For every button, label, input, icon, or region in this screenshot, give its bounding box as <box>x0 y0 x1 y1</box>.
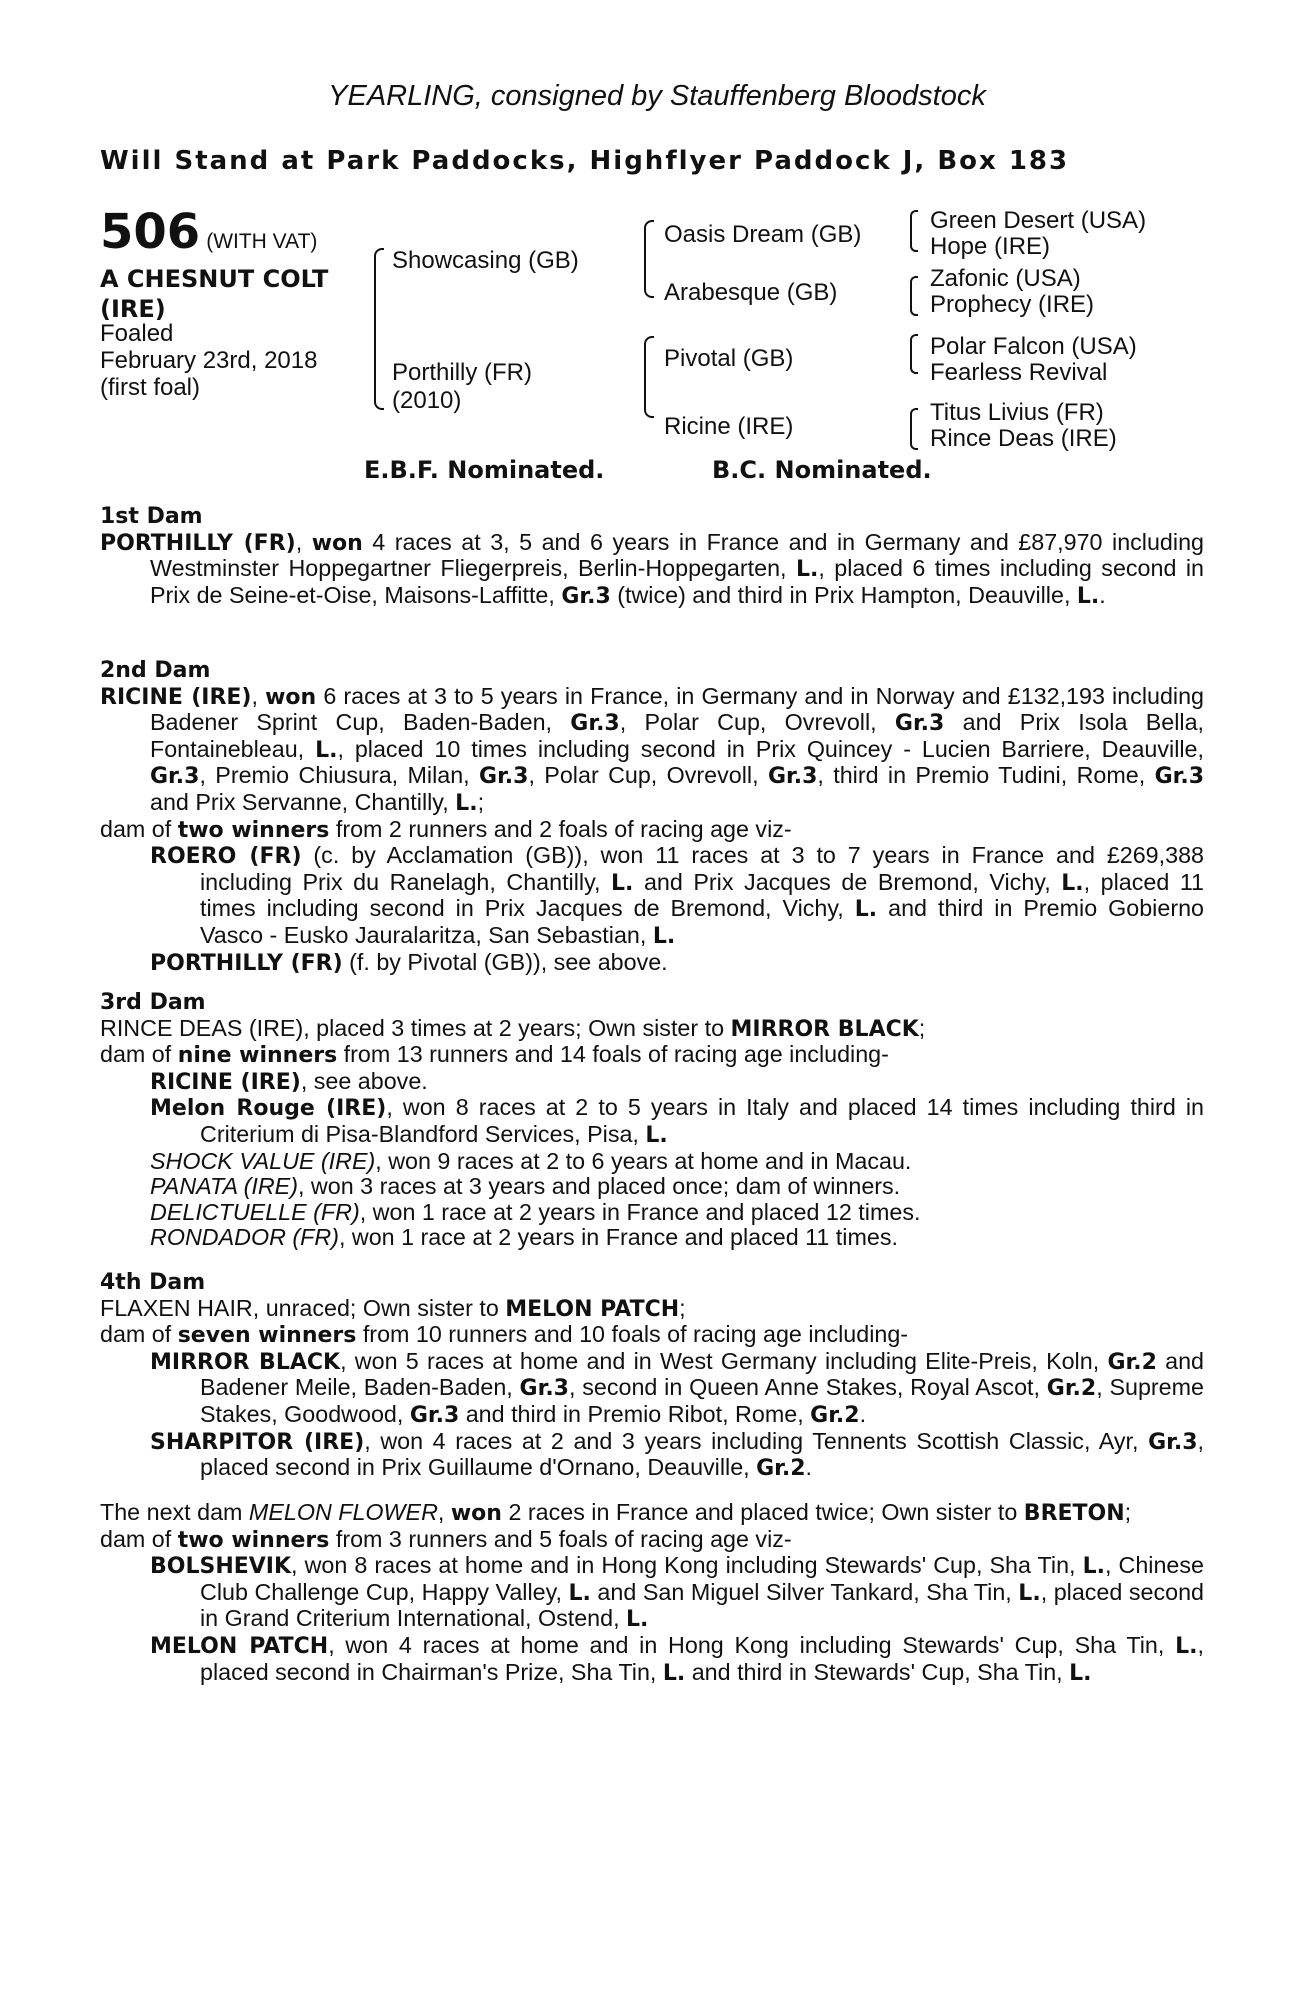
sire-dam: Arabesque (GB) <box>664 279 838 306</box>
dam-year: (2010) <box>392 387 462 414</box>
text: , second in Queen Anne Stakes, Royal Ascot, <box>568 1374 1047 1401</box>
group-badge: Gr.3 <box>1148 1429 1198 1455</box>
second-dam-produce-intro <box>100 817 1204 844</box>
listed-badge: L. <box>568 1580 591 1606</box>
panata-name: PANATA (IRE) <box>150 1173 298 1200</box>
produce-ricine <box>150 1069 1204 1096</box>
dam-dam-dam: Rince Deas (IRE) <box>930 425 1117 452</box>
group-badge: Gr.2 <box>1046 1376 1097 1402</box>
melon-patch-name: MELON PATCH <box>150 1633 329 1659</box>
second-dam-paragraph: RICINE (IRE), won 6 races at 3 to 5 years in France, in Germany and in Norway and £132,193 including Badener Sprint Cup, Baden-Baden, Gr.3, Polar Cup, Ovrevoll, Gr.3 and Prix Isola Bella, Fontainebleau, L., placed 10 times including second in Prix Quincey - Lucien Barriere, Deauville, Gr.3, Premio Chiusura, Milan, Gr.3, Polar Cup, Ovrevoll, Gr.3, third in Premio Tudini, Rome, Gr.3 and Prix Servanne, Chantilly, L.; <box>100 682 1205 816</box>
melon-rouge-name: Melon Rouge (IRE) <box>150 1096 387 1122</box>
group-badge: Gr.3 <box>570 711 620 737</box>
text: , placed second in Chairman's Prize, Sha Tin, <box>200 1631 1204 1685</box>
delictuelle-name: DELICTUELLE (FR) <box>150 1198 360 1225</box>
listed-badge: L. <box>1018 1580 1041 1606</box>
group-badge: Gr.3 <box>894 711 945 737</box>
second-dam-section <box>100 658 1204 976</box>
sire-sire: Oasis Dream (GB) <box>664 221 862 248</box>
text: (twice) and third in Prix Hampton, Deauville, <box>610 581 1077 608</box>
text: dam of <box>100 1321 178 1348</box>
text: and Prix Servanne, Chantilly, <box>150 788 456 815</box>
foaled-date: February 23rd, 2018 <box>100 347 318 374</box>
group-badge: Gr.3 <box>519 1376 569 1402</box>
produce-delictuelle <box>150 1200 1204 1226</box>
produce-melon-patch <box>150 1633 1204 1686</box>
pedigree-bracket-sire <box>644 220 654 298</box>
sibling-name: BRETON <box>1023 1501 1125 1526</box>
pedigree-bracket-ss <box>910 210 918 252</box>
text: dam of <box>100 1041 178 1068</box>
pedigree-bracket-sd <box>910 276 918 316</box>
text: , won 9 races at 2 to 6 years at home and in Macau. <box>375 1147 912 1174</box>
bolshevik-name: BOLSHEVIK <box>150 1554 292 1580</box>
text: from 10 runners and 10 foals of racing age including- <box>356 1321 909 1348</box>
text: The next dam <box>100 1499 249 1525</box>
text: and Prix Isola Bella, Fontainebleau, <box>150 709 1204 762</box>
text: ; <box>477 788 485 815</box>
text: , placed 10 times including second in Prix Quincey - Lucien Barriere, Deauville, <box>337 735 1204 762</box>
won-label: won <box>265 684 317 710</box>
group-badge: Gr.3 <box>409 1402 460 1428</box>
winners-count: nine winners <box>177 1043 338 1069</box>
listed-badge: L. <box>455 790 478 816</box>
group-badge: Gr.2 <box>810 1402 860 1428</box>
text: , <box>437 1499 451 1525</box>
listed-badge: L. <box>1175 1633 1198 1659</box>
text: , won 8 races at 2 to 5 years in Italy and placed 14 times including third in Criterium di Pisa-Blandford Services, Pisa, <box>200 1094 1204 1147</box>
pedigree-bracket-dd <box>910 408 918 450</box>
text: , placed second in Prix Guillaume d'Ornano, Deauville, <box>200 1427 1204 1481</box>
listed-badge: L. <box>662 1660 686 1686</box>
text: ; <box>679 1294 686 1321</box>
listed-badge: L. <box>1076 583 1100 609</box>
text: and Prix Jacques de Bremond, Vichy, <box>633 868 1062 895</box>
horse-name <box>100 264 360 324</box>
text: , won 1 race at 2 years in France and placed 11 times. <box>338 1224 898 1251</box>
listed-badge: L. <box>1061 870 1084 896</box>
text: , Polar Cup, Ovrevoll, <box>619 709 895 736</box>
text: ; <box>918 1014 926 1041</box>
third-dam-section <box>100 990 1204 1251</box>
winners-count: two winners <box>177 1527 330 1553</box>
winners-count: seven winners <box>177 1323 357 1349</box>
fourth-dam-produce-intro <box>100 1322 1204 1349</box>
foaling-info <box>100 320 360 401</box>
second-dam-name: RICINE (IRE) <box>100 684 252 710</box>
listed-badge: L. <box>1069 1660 1092 1686</box>
text: , see above. <box>300 1067 428 1094</box>
horse-name-line2: (IRE) <box>100 295 166 323</box>
lot-number: 506 <box>100 204 201 260</box>
text: from 13 runners and 14 foals of racing age including- <box>337 1041 889 1068</box>
text: 2 races in France and placed twice; Own sister to <box>501 1499 1024 1525</box>
group-badge: Gr.3 <box>561 583 611 609</box>
shock-value-name: SHOCK VALUE (IRE) <box>150 1147 376 1174</box>
produce-porthilly <box>150 950 1204 977</box>
third-dam-title: 3rd Dam <box>100 990 206 1015</box>
third-dam-line <box>100 1016 1204 1043</box>
sibling-name: MELON PATCH <box>505 1296 680 1322</box>
sire-dam-dam: Prophecy (IRE) <box>930 291 1095 318</box>
text: RINCE DEAS (IRE), placed 3 times at 2 years; Own sister to <box>100 1014 731 1041</box>
text: , third in Premio Tudini, Rome, <box>817 762 1155 789</box>
group-badge: Gr.3 <box>767 764 818 790</box>
pedigree-bracket-ds <box>910 334 918 374</box>
text: , Polar Cup, Ovrevoll, <box>528 762 768 789</box>
pedigree-bracket-gen1 <box>374 248 384 410</box>
text: (c. by Acclamation (GB)), won 11 races at 3 to 7 years in France and £269,388 including Prix du Ranelagh, Chantilly, <box>200 842 1204 895</box>
produce-shock-value <box>150 1149 1204 1175</box>
sire-dam-sire: Zafonic (USA) <box>930 265 1081 292</box>
produce-mirror-black <box>150 1349 1204 1429</box>
listed-badge: L. <box>854 897 878 923</box>
text: , Premio Chiusura, Milan, <box>199 762 480 789</box>
text: dam of <box>100 1525 178 1552</box>
text: and third in Premio Ribot, Rome, <box>459 1400 811 1427</box>
text: . <box>859 1400 867 1427</box>
vat-note: (WITH VAT) <box>206 230 318 253</box>
sire-sire-dam: Hope (IRE) <box>930 233 1051 260</box>
listed-badge: L. <box>1082 1554 1105 1580</box>
next-dam-section <box>100 1500 1204 1686</box>
fourth-dam-title: 4th Dam <box>100 1270 206 1295</box>
fourth-dam-line <box>100 1296 1204 1323</box>
text: , placed 6 times including second in Prix de Seine-et-Oise, Maisons-Laffitte, <box>150 555 1204 608</box>
listed-badge: L. <box>611 870 634 896</box>
listed-badge: L. <box>626 1607 649 1633</box>
text: and San Miguel Silver Tankard, Sha Tin, <box>590 1578 1019 1605</box>
first-dam-title: 1st Dam <box>100 504 203 529</box>
dam-sire-dam: Fearless Revival <box>930 359 1108 386</box>
text: , won 1 race at 2 years in France and placed 12 times. <box>359 1198 921 1225</box>
catalogue-header: YEARLING, consigned by Stauffenberg Bloodstock <box>328 80 986 112</box>
lot-heading <box>100 204 317 260</box>
group-badge: Gr.2 <box>756 1456 806 1482</box>
listed-badge: L. <box>795 557 819 583</box>
dam-sire: Pivotal (GB) <box>664 345 794 372</box>
produce-melon-rouge <box>150 1095 1204 1148</box>
mirror-black-name: MIRROR BLACK <box>150 1349 341 1375</box>
text: , won 5 races at home and in West Germany including Elite-Preis, Koln, <box>340 1347 1108 1374</box>
text: from 3 runners and 5 foals of racing age viz- <box>329 1525 792 1552</box>
fourth-dam-section <box>100 1270 1204 1482</box>
won-label: won <box>311 530 363 556</box>
text: from 2 runners and 2 foals of racing age viz- <box>329 815 792 842</box>
text: dam of <box>100 815 178 842</box>
group-badge: Gr.3 <box>479 764 529 790</box>
rondador-name: RONDADOR (FR) <box>150 1224 339 1251</box>
group-badge: Gr.3 <box>1154 764 1204 790</box>
text: , won 4 races at home and in Hong Kong including Stewards' Cup, Sha Tin, <box>328 1631 1176 1658</box>
listed-badge: L. <box>652 923 676 949</box>
text: , Supreme Stakes, Goodwood, <box>200 1374 1204 1427</box>
next-dam-line <box>100 1500 1204 1527</box>
bc-nomination: B.C. Nominated. <box>712 456 932 484</box>
stand-location: Will Stand at Park Paddocks, Highflyer Paddock J, Box 183 <box>100 146 1070 176</box>
next-dam-produce-intro <box>100 1527 1204 1554</box>
produce-rondador <box>150 1225 1204 1251</box>
text: (f. by Pivotal (GB)), see above. <box>342 948 668 975</box>
foal-note: (first foal) <box>100 374 201 401</box>
text: and Badener Meile, Baden-Baden, <box>200 1347 1205 1401</box>
porthilly-name: PORTHILLY (FR) <box>150 950 343 976</box>
text: FLAXEN HAIR, unraced; Own sister to <box>100 1294 506 1321</box>
winners-count: two winners <box>177 817 330 843</box>
text: and third in Stewards' Cup, Sha Tin, <box>685 1658 1070 1685</box>
text: and third in Premio Gobierno Vasco - Eusko Jauralaritza, San Sebastian, <box>200 895 1204 948</box>
group-badge: Gr.2 <box>1107 1349 1157 1375</box>
ricine-name: RICINE (IRE) <box>150 1069 301 1095</box>
won-label: won <box>450 1501 502 1526</box>
roero-name: ROERO (FR) <box>150 844 302 870</box>
dam: Porthilly (FR) <box>392 359 533 386</box>
text: , placed 11 times including second in Prix Jacques de Bremond, Vichy, <box>200 868 1205 922</box>
sire-sire-sire: Green Desert (USA) <box>930 207 1147 234</box>
produce-sharpitor <box>150 1429 1204 1482</box>
first-dam-name: PORTHILLY (FR) <box>100 530 296 556</box>
produce-roero <box>150 843 1204 949</box>
text: , won 8 races at home and in Hong Kong including Stewards' Cup, Sha Tin, <box>291 1552 1083 1579</box>
pedigree-bracket-dam <box>644 336 654 418</box>
text-end: . <box>1099 581 1106 608</box>
text: 4 races at 3, 5 and 6 years in France and in Germany and £87,970 including Westminster Hoppegartner Fliegerpreis, Berlin-Hoppegarten, <box>150 528 1204 582</box>
ebf-nomination: E.B.F. Nominated. <box>364 456 605 484</box>
first-dam-paragraph: PORTHILLY (FR), won 4 races at 3, 5 and 6 years in France and in Germany and £87,970 including Westminster Hoppegartner Fliegerpreis, Berlin-Hoppegarten, L., placed 6 times including second in Prix de Seine-et-Oise, Maisons-Laffitte, Gr.3 (twice) and third in Prix Hampton, Deauville, L.. <box>100 528 1204 609</box>
second-dam-title: 2nd Dam <box>100 658 211 683</box>
dam-dam-sire: Titus Livius (FR) <box>930 399 1104 426</box>
listed-badge: L. <box>645 1122 668 1148</box>
text: ; <box>1124 1499 1132 1525</box>
foaled-label: Foaled <box>100 320 174 347</box>
third-dam-produce-intro <box>100 1042 1204 1069</box>
text: , won 4 races at 2 and 3 years including Tennents Scottish Classic, Ayr, <box>364 1427 1149 1454</box>
next-dam-name: MELON FLOWER <box>248 1499 438 1525</box>
dam-dam: Ricine (IRE) <box>664 413 794 440</box>
horse-name-line1: A CHESNUT COLT <box>100 265 329 293</box>
text: 6 races at 3 to 5 years in France, in Germany and in Norway and £132,193 including Badener Sprint Cup, Baden-Baden, <box>150 682 1205 736</box>
first-dam-section <box>100 504 1204 609</box>
group-badge: Gr.3 <box>150 764 200 790</box>
text: , Chinese Club Challenge Cup, Happy Valley, <box>200 1552 1204 1605</box>
sharpitor-name: SHARPITOR (IRE) <box>150 1429 365 1455</box>
text: . <box>805 1454 813 1481</box>
produce-panata <box>150 1174 1204 1200</box>
produce-bolshevik <box>150 1553 1204 1633</box>
listed-badge: L. <box>315 737 338 763</box>
sibling-name: MIRROR BLACK <box>730 1016 919 1042</box>
dam-sire-sire: Polar Falcon (USA) <box>930 333 1137 360</box>
text: , won 3 races at 3 years and placed once; dam of winners. <box>297 1173 901 1200</box>
text: , placed second in Grand Criterium International, Ostend, <box>200 1578 1204 1632</box>
sire: Showcasing (GB) <box>392 247 579 274</box>
